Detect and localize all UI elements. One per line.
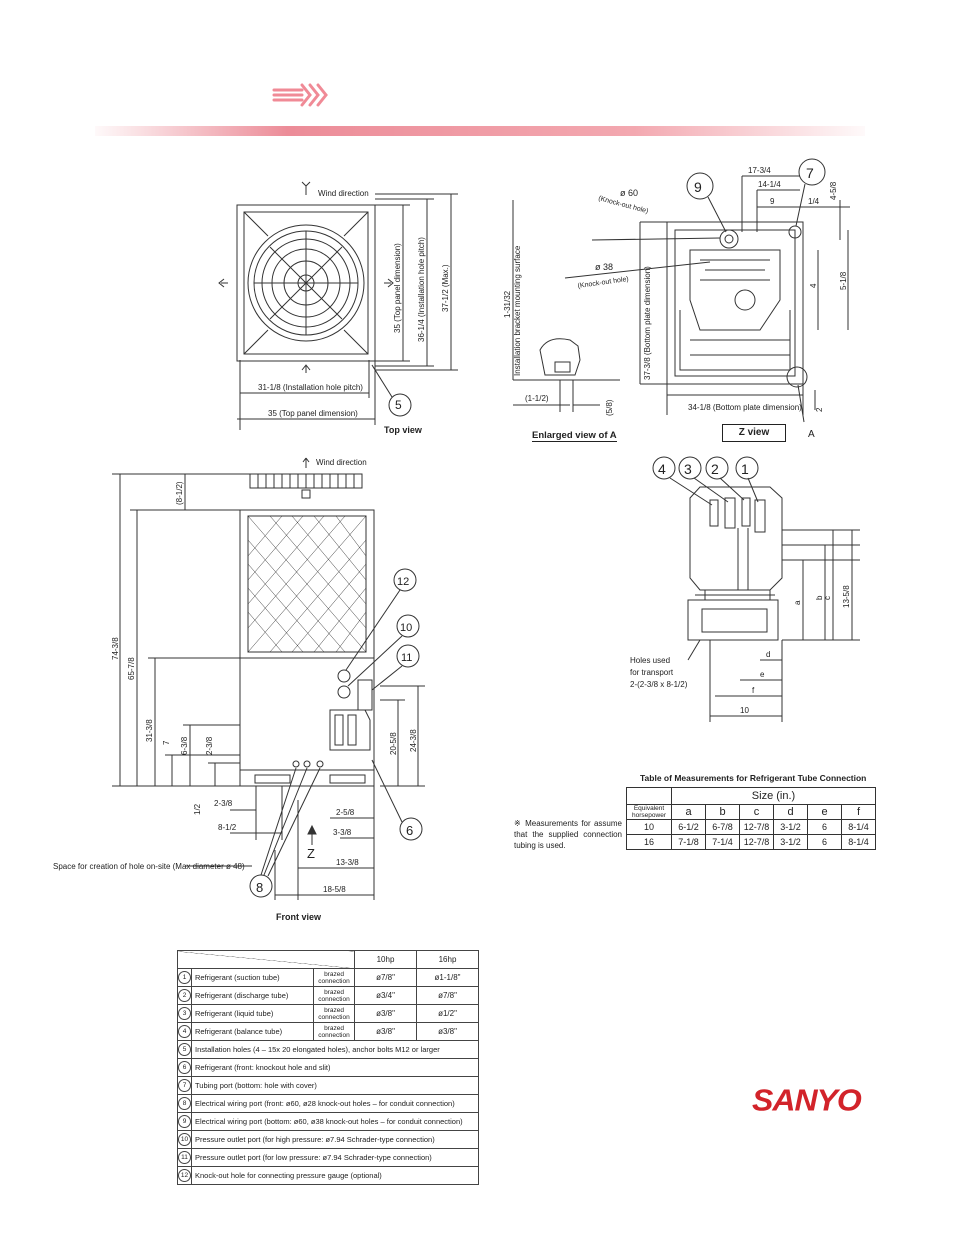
col-d: d bbox=[774, 805, 808, 820]
table-row: 16 7-1/8 7-1/4 12-7/8 3-1/2 6 8-1/4 bbox=[627, 835, 876, 850]
enlarged-view-caption: Enlarged view of A bbox=[532, 430, 617, 441]
table-row: 5 Installation holes (4 – 15x 20 elongated holes), anchor bolts M12 or larger bbox=[178, 1041, 479, 1059]
top-dim-install-pitch-h: 36-1/4 (Installation hole pitch) bbox=[417, 237, 426, 342]
callout-2: 2 bbox=[711, 461, 719, 477]
side-dim-f: f bbox=[752, 686, 755, 695]
table-row: 1 Refrigerant (suction tube) brazed connection ø7/8" ø1-1/8" bbox=[178, 969, 479, 987]
z-dim-4: 4 bbox=[809, 283, 818, 288]
measurements-note: ※ Measurements for assume that the supplied connection tubing is used. bbox=[514, 819, 622, 850]
side-holes-note-2: for transport bbox=[630, 668, 674, 677]
table-row: 9 Electrical wiring port (bottom: ø60, ø38 knock-out holes – for conduit connection) bbox=[178, 1113, 479, 1131]
front-dim-13-3-8: 13-3/8 bbox=[336, 858, 359, 867]
side-dim-a: a bbox=[793, 600, 802, 605]
side-holes-note-3: 2-(2-3/8 x 8-1/2) bbox=[630, 680, 688, 689]
front-dim-8-1-2-top: (8-1/2) bbox=[175, 481, 184, 505]
enlarged-dim-a: 1-31/32 bbox=[503, 290, 512, 318]
measurements-title: Table of Measurements for Refrigerant Tube Connection bbox=[640, 773, 867, 783]
top-dim-max: 37-1/2 (Max.) bbox=[441, 264, 450, 312]
col-f: f bbox=[842, 805, 876, 820]
callout-8: 8 bbox=[256, 880, 264, 895]
side-dim-d: d bbox=[766, 650, 771, 659]
front-view-caption: Front view bbox=[276, 912, 322, 922]
z-dim-bottom-w: 34-1/8 (Bottom plate dimension) bbox=[688, 403, 802, 412]
front-dim-20-5-8: 20-5/8 bbox=[389, 732, 398, 755]
front-z-label: Z bbox=[307, 846, 315, 861]
front-dim-6-3-8: 6-3/8 bbox=[180, 736, 189, 755]
front-dim-2-3-8-v: 2-3/8 bbox=[205, 736, 214, 755]
callout-11: 11 bbox=[401, 652, 413, 664]
front-dim-24-3-8: 24-3/8 bbox=[409, 729, 418, 752]
table-row: 3 Refrigerant (liquid tube) brazed connection ø3/8" ø1/2" bbox=[178, 1005, 479, 1023]
parts-table bbox=[177, 950, 479, 1185]
table-row: 7 Tubing port (bottom: hole with cover) bbox=[178, 1077, 479, 1095]
top-view-caption: Top view bbox=[384, 425, 422, 435]
top-dim-install-pitch-w: 31-1/8 (Installation hole pitch) bbox=[258, 383, 363, 392]
side-dim-c: c bbox=[823, 596, 832, 600]
z-knock38: ø 38 bbox=[595, 262, 614, 272]
col-c: c bbox=[740, 805, 774, 820]
enlarged-dim-b: (1-1/2) bbox=[525, 394, 549, 403]
front-hole-note: Space for creation of hole on-site (Max diameter ø 48) bbox=[53, 862, 245, 871]
enlarged-dim-c: (5/8) bbox=[605, 399, 614, 416]
col-e: e bbox=[808, 805, 842, 820]
enlarged-mount-surface: Installation bracket mounting surface bbox=[513, 245, 522, 376]
callout-7: 7 bbox=[806, 165, 814, 181]
table-row: 4 Refrigerant (balance tube) brazed connection ø3/8" ø3/8" bbox=[178, 1023, 479, 1041]
table-row: 2 Refrigerant (discharge tube) brazed connection ø3/4" ø7/8" bbox=[178, 987, 479, 1005]
table-row: 8 Electrical wiring port (front: ø60, ø28 knock-out holes – for conduit connection) bbox=[178, 1095, 479, 1113]
table-row: 10 Pressure outlet port (for high pressure: ø7.94 Schrader-type connection) bbox=[178, 1131, 479, 1149]
z-dim-1-4: 1/4 bbox=[808, 197, 820, 206]
col-a: a bbox=[672, 805, 706, 820]
size-header: Size (in.) bbox=[672, 788, 876, 805]
side-dim-13-5-8: 13-5/8 bbox=[842, 585, 851, 608]
z-knock60-note: (Knock-out hole) bbox=[597, 195, 649, 216]
callout-9: 9 bbox=[694, 179, 702, 195]
front-dim-2-3-8-h: 2-3/8 bbox=[214, 799, 233, 808]
callout-6: 6 bbox=[406, 823, 414, 838]
front-dim-1-2: 1/2 bbox=[193, 803, 202, 815]
callout-5: 5 bbox=[395, 398, 402, 412]
z-dim-17-3-4: 17-3/4 bbox=[748, 166, 771, 175]
callout-4: 4 bbox=[658, 461, 666, 477]
z-dim-2: 2 bbox=[815, 407, 824, 412]
top-wind-direction-label: Wind direction bbox=[318, 189, 369, 198]
front-view-drawing bbox=[112, 458, 425, 900]
z-label-a: A bbox=[808, 429, 815, 440]
callout-3: 3 bbox=[684, 461, 692, 477]
front-dim-18-5-8: 18-5/8 bbox=[323, 885, 346, 894]
front-wind-direction-label: Wind direction bbox=[316, 458, 367, 467]
z-knock38-note: (Knock-out hole) bbox=[577, 275, 630, 290]
z-dim-bottom-h: 37-3/8 (Bottom plate dimension) bbox=[643, 266, 652, 380]
enlarged-view-drawing bbox=[513, 200, 620, 412]
sanyo-logo: SANYO bbox=[752, 1082, 861, 1118]
callout-1: 1 bbox=[741, 461, 749, 477]
col-b: b bbox=[706, 805, 740, 820]
side-dim-e: e bbox=[760, 670, 765, 679]
col-16hp: 16hp bbox=[417, 951, 479, 969]
table-row: 11 Pressure outlet port (for low pressure: ø7.94 Schrader-type connection) bbox=[178, 1149, 479, 1167]
front-dim-8-1-2: 8-1/2 bbox=[218, 823, 237, 832]
z-dim-14-1-4: 14-1/4 bbox=[758, 180, 781, 189]
top-dim-panel-w: 35 (Top panel dimension) bbox=[268, 409, 358, 418]
front-dim-31-3-8: 31-3/8 bbox=[145, 719, 154, 742]
callout-10: 10 bbox=[400, 622, 413, 634]
front-dim-65-7-8: 65-7/8 bbox=[127, 657, 136, 680]
side-dim-10: 10 bbox=[740, 706, 749, 715]
table-row: 12 Knock-out hole for connecting pressure gauge (optional) bbox=[178, 1167, 479, 1185]
z-knock60: ø 60 bbox=[620, 188, 639, 198]
side-holes-note-1: Holes used bbox=[630, 656, 671, 665]
measurements-table bbox=[626, 787, 876, 850]
z-view-caption: Z view bbox=[722, 424, 786, 442]
col-10hp: 10hp bbox=[355, 951, 417, 969]
z-dim-9: 9 bbox=[770, 197, 775, 206]
front-dim-2-5-8: 2-5/8 bbox=[336, 808, 355, 817]
side-dim-b: b bbox=[815, 595, 824, 600]
top-dim-panel-h: 35 (Top panel dimension) bbox=[393, 243, 402, 333]
callout-12: 12 bbox=[397, 576, 410, 588]
z-dim-4-5-8: 4-5/8 bbox=[829, 181, 838, 200]
z-dim-5-1-8: 5-1/8 bbox=[839, 271, 848, 290]
front-dim-3-3-8: 3-3/8 bbox=[333, 828, 352, 837]
table-row: 10 6-1/2 6-7/8 12-7/8 3-1/2 6 8-1/4 bbox=[627, 820, 876, 835]
table-row: 6 Refrigerant (front: knockout hole and slit) bbox=[178, 1059, 479, 1077]
hp-header: Equivalent horsepower bbox=[627, 805, 672, 820]
front-dim-7: 7 bbox=[162, 740, 171, 745]
front-dim-74-3-8: 74-3/8 bbox=[111, 637, 120, 660]
